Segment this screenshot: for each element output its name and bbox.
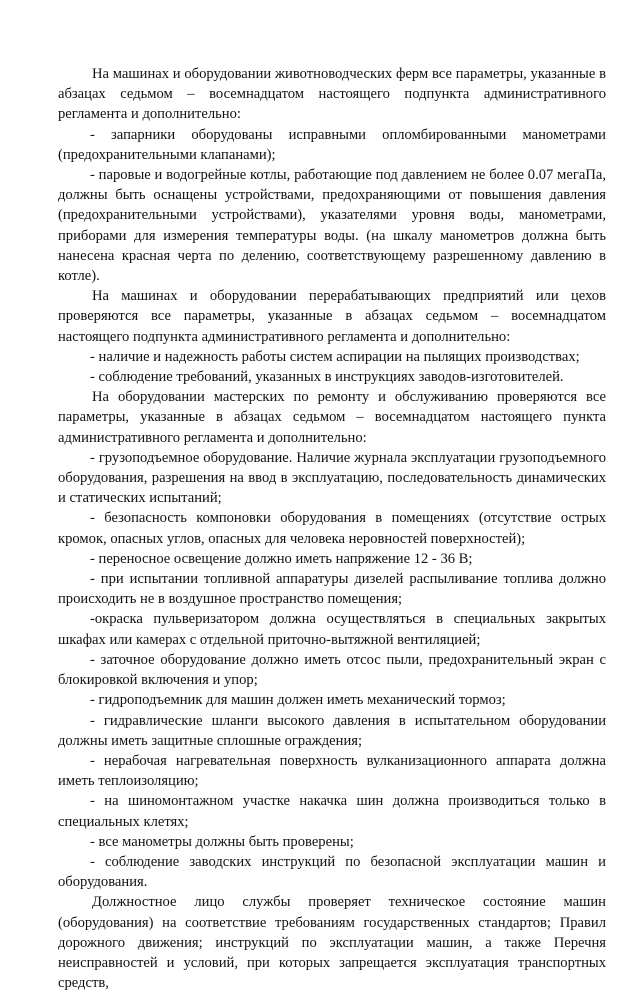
- list-item: - грузоподъемное оборудование. Наличие журнала эксплуатации грузоподъемного оборудования, разрешения на ввод в эксплуатацию, последовательность динамических и статических испытаний;: [58, 449, 606, 507]
- list-item: -окраска пульверизатором должна осуществляться в специальных закрытых шкафах или камерах с отдельной приточно-вытяжной вентиляцией;: [58, 611, 606, 648]
- list-item: - запарники оборудованы исправными опломбированными манометрами (предохранительными клапанами);: [58, 126, 606, 163]
- list-item: - при испытании топливной аппаратуры дизелей распыливание топлива должно происходить не в воздушное пространство помещения;: [58, 571, 606, 608]
- list-item: - гидроподъемник для машин должен иметь механический тормоз;: [90, 692, 506, 709]
- list-item: - соблюдение заводских инструкций по безопасной эксплуатации машин и оборудования.: [58, 853, 606, 891]
- list-item: - наличие и надежность работы систем аспирации на пылящих производствах;: [90, 348, 580, 365]
- list-item: - нерабочая нагревательная поверхность вулканизационного аппарата должна иметь теплоизоляцию;: [58, 752, 606, 790]
- list-item: - заточное оборудование должно иметь отсос пыли, предохранительный экран с блокировкой включения и упор;: [58, 651, 606, 689]
- list-item: - переносное освещение должно иметь напряжение 12 - 36 В;: [90, 550, 473, 567]
- paragraph: На оборудовании мастерских по ремонту и обслуживанию проверяются все параметры, указанные в абзацах седьмом – восемнадцатом настоящего пункта административного регламента и дополнительно:: [58, 389, 606, 446]
- list-item: - паровые и водогрейные котлы, работающие под давлением не более 0.07 мегаПа, должны быть оснащены устройствами, предохраняющими от повышения давления (предохранительными устройствами), указателями уровня воды, манометрами, приборами для измерения температуры воды. (на шкалу манометров должна быть нанесена красная черта по делению, соответствующему разрешенному давлению в котле).: [58, 167, 606, 285]
- paragraph: На машинах и оборудовании животноводческих ферм все параметры, указанные в абзацах седьмом – восемнадцатом настоящего подпункта административного регламента и дополнительно:: [58, 66, 606, 123]
- paragraph: Должностное лицо службы проверяет техническое состояние машин (оборудования) на соответствие требованиям государственных стандартов; Правил дорожного движения; инструкций по эксплуатации машин, а также Перечня неисправностей и условий, при которых запрещается эксплуатация транспортных средств,: [58, 894, 606, 992]
- document-body: [58, 64, 606, 993]
- list-item: - все манометры должны быть проверены;: [90, 833, 354, 850]
- list-item: - гидравлические шланги высокого давления в испытательном оборудовании должны иметь защитные сплошные ограждения;: [58, 712, 606, 749]
- paragraph: На машинах и оборудовании перерабатывающих предприятий или цехов проверяются все параметры, указанные в абзацах седьмом – восемнадцатом настоящего подпункта административного регламента и дополнительно:: [58, 288, 606, 345]
- list-item: - на шиномонтажном участке накачка шин должна производиться только в специальных клетях;: [58, 793, 606, 830]
- list-item: - безопасность компоновки оборудования в помещениях (отсутствие острых кромок, опасных углов, опасных для человека неровностей поверхностей);: [58, 510, 606, 547]
- list-item: - соблюдение требований, указанных в инструкциях заводов-изготовителей.: [90, 369, 564, 386]
